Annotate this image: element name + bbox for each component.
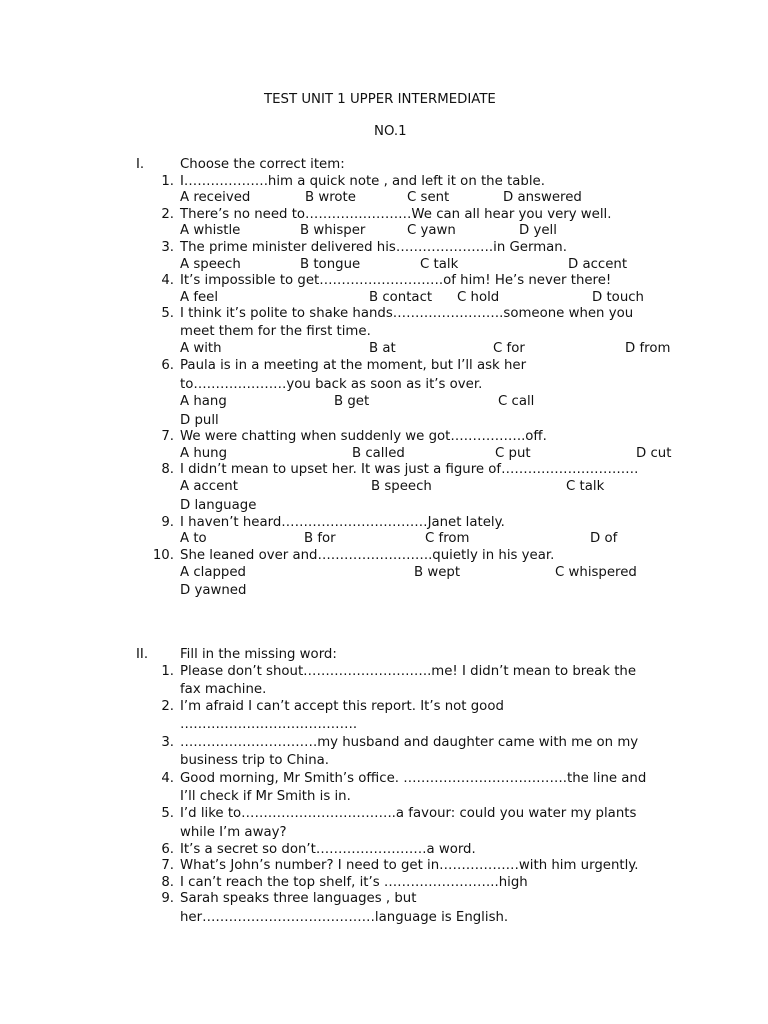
question-text-continued: meet them for the first time. xyxy=(180,324,371,339)
question-text-continued: business trip to China. xyxy=(180,753,330,768)
option-a: A with xyxy=(180,341,222,356)
question-number: 1. xyxy=(161,664,174,679)
option-c: C talk xyxy=(566,479,605,494)
option-a: A whistle xyxy=(180,223,241,238)
question-text: What’s John’s number? I need to get in………………with him urgently. xyxy=(180,858,639,873)
question-text: We were chatting when suddenly we got……………..off. xyxy=(180,429,547,444)
option-a: A to xyxy=(180,531,207,546)
question-text: Paula is in a meeting at the moment, but I’ll ask her xyxy=(180,358,527,373)
question-text: It’s impossible to get……………………….of him! He’s never there! xyxy=(180,273,612,288)
page-title: TEST UNIT 1 UPPER INTERMEDIATE xyxy=(264,92,496,107)
question-text: I think it’s polite to shake hands…………………….someone when you xyxy=(180,306,634,321)
option-b: B called xyxy=(352,446,405,461)
option-c: C whispered xyxy=(555,565,637,580)
section-1-heading: Choose the correct item: xyxy=(180,157,345,172)
question-number: 2. xyxy=(161,207,174,222)
option-d: D yawned xyxy=(180,583,247,598)
section-2-numeral: II. xyxy=(136,647,149,662)
option-d: D of xyxy=(590,531,618,546)
option-c: C put xyxy=(495,446,531,461)
option-d: D yell xyxy=(519,223,557,238)
question-number: 5. xyxy=(161,306,174,321)
question-text-continued: I’ll check if Mr Smith is in. xyxy=(180,789,351,804)
option-b: B wept xyxy=(414,565,461,580)
question-text: The prime minister delivered his………………….in German. xyxy=(180,240,567,255)
section-2-heading: Fill in the missing word: xyxy=(180,647,337,662)
option-d: D accent xyxy=(568,257,628,272)
question-number: 6. xyxy=(161,842,174,857)
option-d: D touch xyxy=(592,290,644,305)
option-c: C call xyxy=(498,394,535,409)
question-number: 5. xyxy=(161,806,174,821)
option-b: B whisper xyxy=(300,223,366,238)
option-d: D cut xyxy=(636,446,672,461)
option-d: D from xyxy=(625,341,671,356)
question-number: 8. xyxy=(161,875,174,890)
question-text: Please don’t shout………………………..me! I didn’t mean to break the xyxy=(180,664,637,679)
question-text-continued: to…………………you back as soon as it’s over. xyxy=(180,377,483,392)
option-c: C hold xyxy=(457,290,500,305)
question-text-continued: her…………………………………language is English. xyxy=(180,910,509,925)
option-d: D answered xyxy=(503,190,582,205)
option-a: A accent xyxy=(180,479,238,494)
question-text-continued: fax machine. xyxy=(180,682,267,697)
question-text: It’s a secret so don’t…………………….a word. xyxy=(180,842,476,857)
option-b: B get xyxy=(334,394,370,409)
option-b: B for xyxy=(304,531,336,546)
question-number: 2. xyxy=(161,699,174,714)
option-b: B speech xyxy=(371,479,432,494)
question-text: I can’t reach the top shelf, it’s ……………………..high xyxy=(180,875,528,890)
test-number: NO.1 xyxy=(374,124,407,139)
question-number: 4. xyxy=(161,771,174,786)
question-number: 10. xyxy=(152,548,174,563)
question-number: 3. xyxy=(161,240,174,255)
option-a: A hang xyxy=(180,394,227,409)
option-a: A clapped xyxy=(180,565,246,580)
option-c: C yawn xyxy=(407,223,456,238)
question-text: I’m afraid I can’t accept this report. It’s not good xyxy=(180,699,504,714)
option-b: B contact xyxy=(369,290,433,305)
question-text-continued: …………………………………. xyxy=(180,717,358,732)
question-text: There’s no need to……………………We can all hear you very well. xyxy=(180,207,612,222)
question-text: I’d like to……………………………..a favour: could you water my plants xyxy=(180,806,637,821)
question-number: 3. xyxy=(161,735,174,750)
question-text: Sarah speaks three languages , but xyxy=(180,891,417,906)
question-number: 9. xyxy=(161,515,174,530)
option-b: B wrote xyxy=(305,190,356,205)
option-c: C sent xyxy=(407,190,450,205)
question-text: She leaned over and……………………..quietly in his year. xyxy=(180,548,555,563)
question-text: I didn’t mean to upset her. It was just a figure of…………………………. xyxy=(180,462,639,477)
option-d: D pull xyxy=(180,413,219,428)
question-number: 4. xyxy=(161,273,174,288)
option-b: B at xyxy=(369,341,396,356)
question-text: Good morning, Mr Smith’s office. ……………………………….the line and xyxy=(180,771,647,786)
question-number: 7. xyxy=(161,858,174,873)
option-a: A received xyxy=(180,190,251,205)
option-c: C talk xyxy=(420,257,459,272)
option-d: D language xyxy=(180,498,257,513)
option-a: A speech xyxy=(180,257,241,272)
question-number: 7. xyxy=(161,429,174,444)
question-text-continued: while I’m away? xyxy=(180,825,287,840)
option-a: A feel xyxy=(180,290,219,305)
question-text: I……………….him a quick note , and left it on the table. xyxy=(180,174,545,189)
option-c: C from xyxy=(425,531,470,546)
question-number: 6. xyxy=(161,358,174,373)
question-number: 8. xyxy=(161,462,174,477)
question-text: ………………………….my husband and daughter came with me on my xyxy=(180,735,639,750)
question-number: 9. xyxy=(161,891,174,906)
option-a: A hung xyxy=(180,446,228,461)
option-b: B tongue xyxy=(300,257,361,272)
option-c: C for xyxy=(493,341,525,356)
question-text: I haven’t heard……………………………Janet lately. xyxy=(180,515,505,530)
question-number: 1. xyxy=(161,174,174,189)
section-1-numeral: I. xyxy=(136,157,145,172)
